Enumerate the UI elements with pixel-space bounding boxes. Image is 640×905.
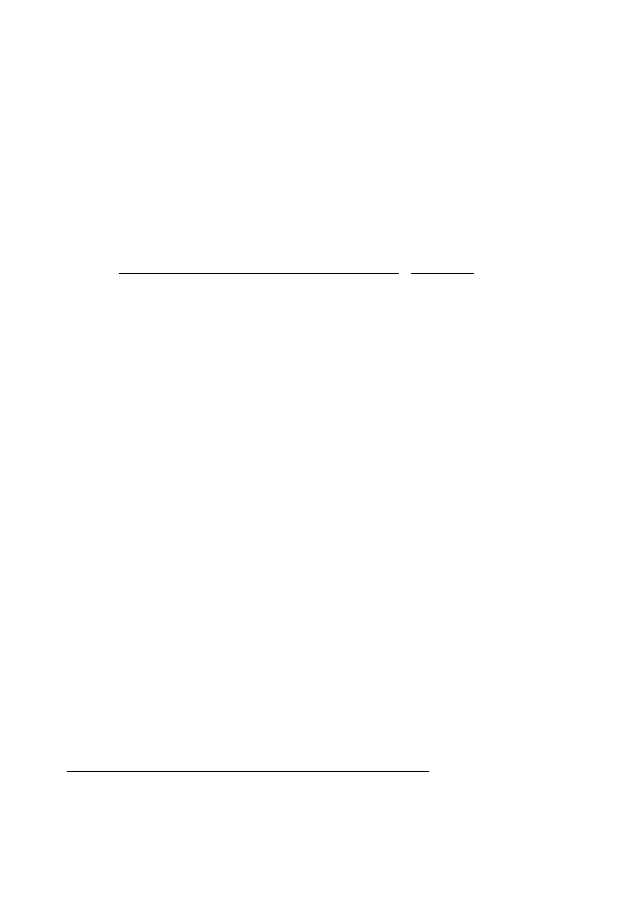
footer xyxy=(67,759,429,777)
signature-blank xyxy=(67,759,429,772)
